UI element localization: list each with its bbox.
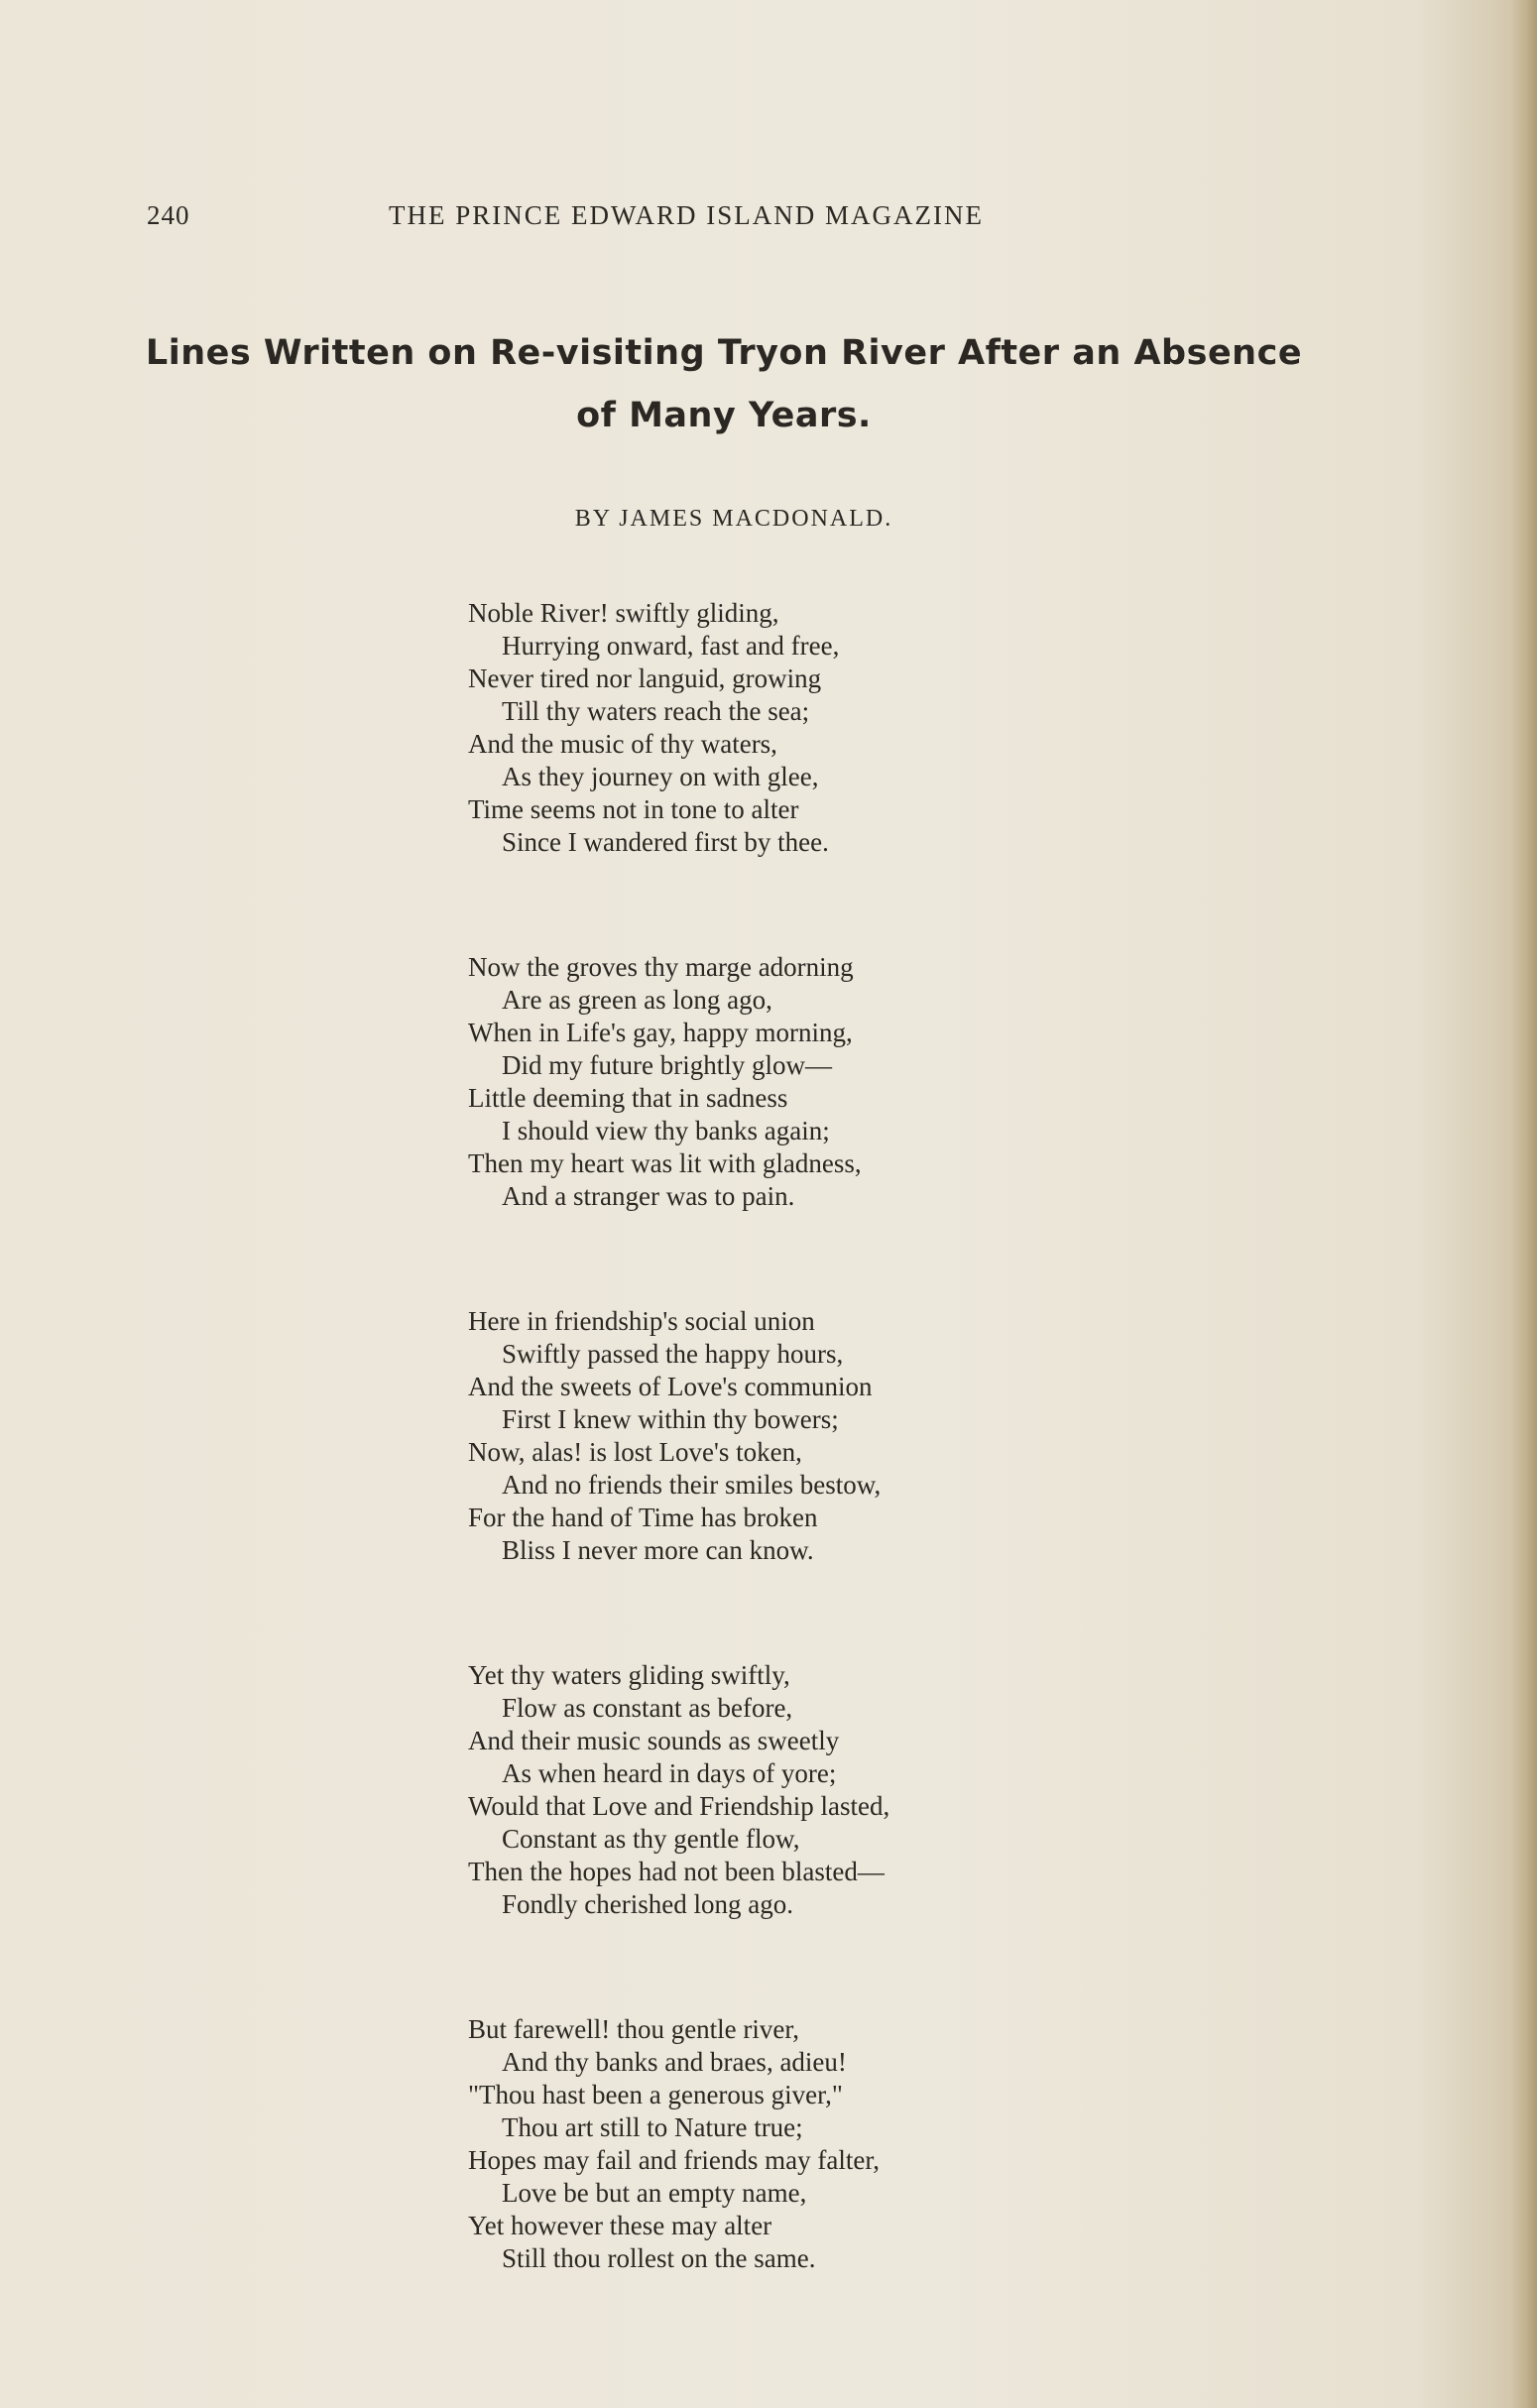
poem-line: And a stranger was to pain. [502,1181,795,1211]
poem-line: Would that Love and Friendship lasted, [468,1791,890,1821]
poem-line: Yet thy waters gliding swiftly, [468,1660,790,1690]
poem-stanza [468,597,1162,859]
poem-line: Never tired nor languid, growing [468,663,822,693]
poem-line: As when heard in days of yore; [502,1758,837,1788]
poem-line: Yet however these may alter [468,2211,772,2240]
poem-line: "Thou hast been a generous giver," [468,2080,843,2109]
poem-stanza [468,1659,1162,1921]
poem-line: And no friends their smiles bestow, [502,1470,882,1500]
poem-line: Are as green as long ago, [502,985,772,1015]
poem-line: Constant as thy gentle flow, [502,1824,800,1854]
poem-line: Fondly cherished long ago. [502,1889,793,1919]
poem-line: Till thy waters reach the sea; [502,696,810,726]
poem-line: Flow as constant as before, [502,1693,793,1723]
poem-line: Since I wandered first by thee. [502,827,829,857]
poem-line: Swiftly passed the happy hours, [502,1339,844,1369]
poem-line: I should view thy banks again; [502,1116,830,1145]
poem-line: Thou art still to Nature true; [502,2112,803,2142]
page-edge-shadow [1511,0,1537,2408]
poem-line: When in Life's gay, happy morning, [468,1018,853,1047]
poem-stanza [468,951,1162,1213]
article-title-line-1: Lines Written on Re-visiting Tryon River After an Absence [145,333,1303,373]
poem-line: But farewell! thou gentle river, [468,2014,800,2044]
page-number: 240 [147,200,190,230]
poem-line: Bliss I never more can know. [502,1535,814,1565]
poem-stanza [468,1305,1162,1567]
poem-line: Love be but an empty name, [502,2178,807,2208]
poem-line: Then my heart was lit with gladness, [468,1148,862,1178]
poem-line: And thy banks and braes, adieu! [502,2047,847,2077]
poem [468,597,1162,2367]
poem-line: And their music sounds as sweetly [468,1726,840,1755]
poem-line: And the sweets of Love's communion [468,1372,873,1401]
poem-stanza [468,2013,1162,2275]
article-title [99,322,1349,447]
poem-line: Time seems not in tone to alter [468,794,799,824]
poem-line: Hopes may fail and friends may falter, [468,2145,881,2175]
poem-line: For the hand of Time has broken [468,1503,818,1532]
author-byline: BY JAMES MACDONALD. [574,506,893,532]
poem-line: First I knew within thy bowers; [502,1404,839,1434]
poem-line: Here in friendship's social union [468,1306,815,1336]
poem-line: As they journey on with glee, [502,762,819,791]
article-title-line-2: of Many Years. [576,396,872,435]
poem-line: Little deeming that in sadness [468,1083,788,1113]
poem-line: And the music of thy waters, [468,729,777,759]
running-head [147,200,1178,240]
poem-line: Now, alas! is lost Love's token, [468,1437,802,1467]
poem-line: Still thou rollest on the same. [502,2243,816,2273]
magazine-title: THE PRINCE EDWARD ISLAND MAGAZINE [389,200,984,230]
poem-line: Now the groves thy marge adorning [468,952,854,982]
poem-line: Hurrying onward, fast and free, [502,631,840,661]
poem-line: Did my future brightly glow— [502,1050,832,1080]
poem-line: Noble River! swiftly gliding, [468,598,779,628]
poem-line: Then the hopes had not been blasted— [468,1857,885,1886]
